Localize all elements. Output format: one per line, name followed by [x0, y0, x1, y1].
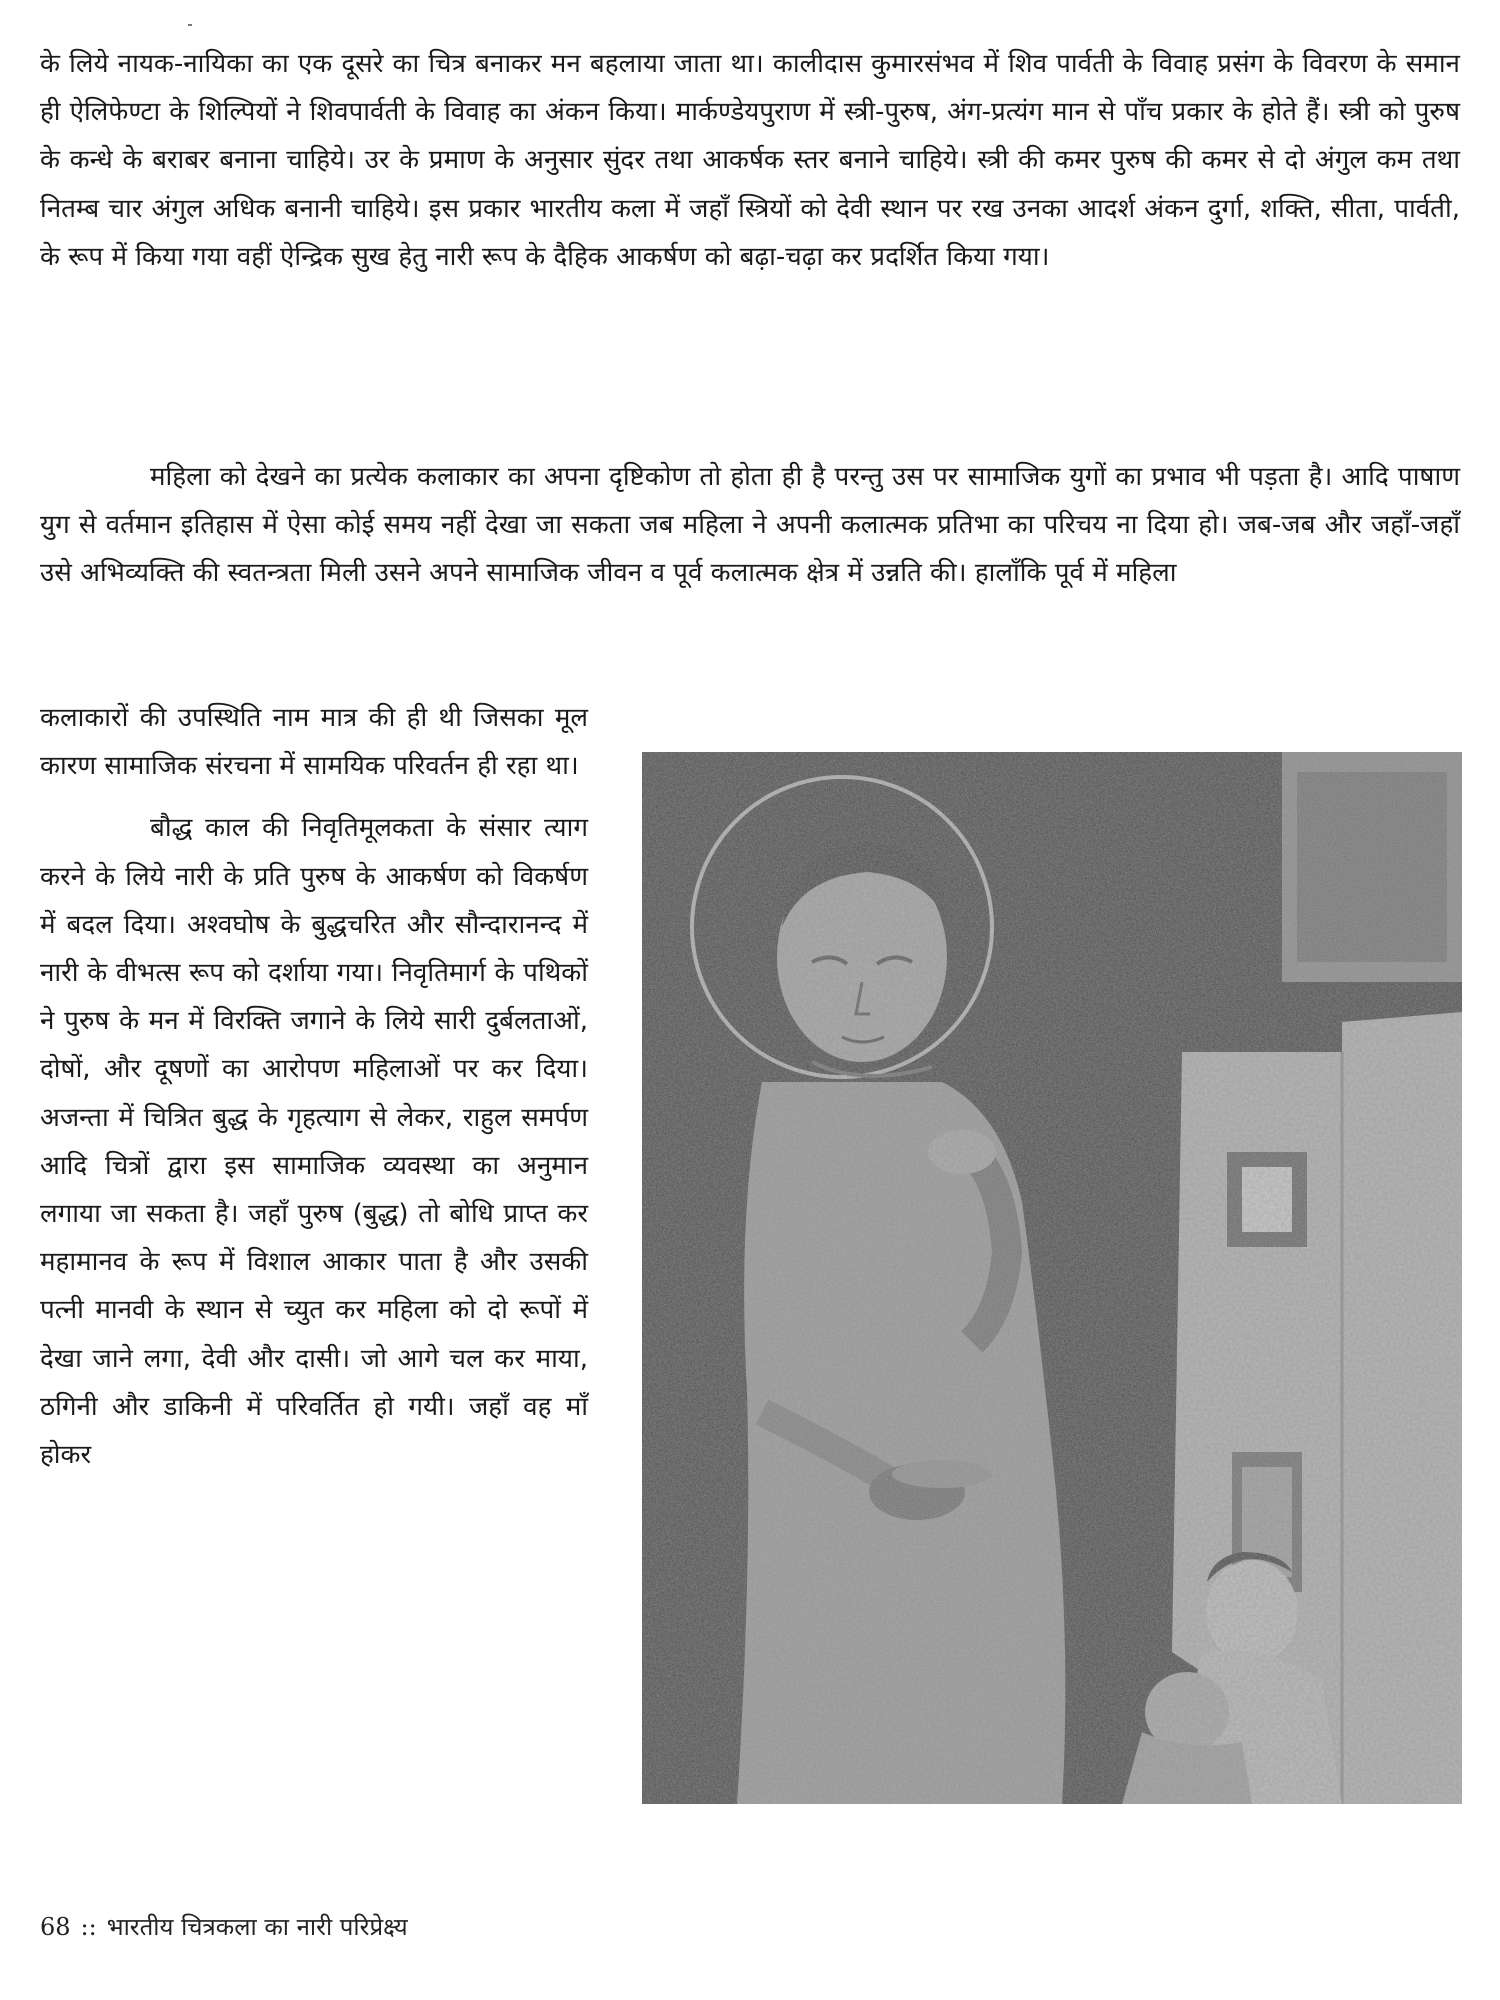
footer-separator: :: — [80, 1913, 97, 1941]
page-number: 68 — [40, 1913, 71, 1941]
paragraph-1: के लिये नायक-नायिका का एक दूसरे का चित्र बनाकर मन बहलाया जाता था। कालीदास कुमारसंभव में शिव पार्वती के विवाह प्रसंग के विवरण के समान ही ऐलिफेण्टा के शिल्पियों ने शिवपार्वती के विवाह का अंकन किया। मार्कण्डेयपुराण में स्त्री-पुरुष, अंग-प्रत्यंग मान से पाँच प्रकार के होते हैं। स्त्री को पुरुष के कन्धे के बराबर बनाना चाहिये। उर के प्रमाण के अनुसार सुंदर तथा आकर्षक स्तर बनाने चाहिये। स्त्री की कमर पुरुष की कमर से दो अंगुल कम तथा नितम्ब चार अंगुल अधिक बनानी चाहिये। इस प्रकार भारतीय कला में जहाँ स्त्रियों को देवी स्थान पर रख उनका आदर्श अंकन दुर्गा, शक्ति, सीता, पार्वती, के रूप में किया गया वहीं ऐन्द्रिक सुख हेतु नारी रूप के दैहिक आकर्षण को बढ़ा-चढ़ा कर प्रदर्शित किया गया। — [40, 49, 1460, 272]
ajanta-mural-photo — [642, 752, 1462, 1804]
scan-mark — [188, 24, 192, 26]
page-footer — [40, 1910, 408, 1943]
mural-illustration — [642, 752, 1462, 1804]
book-title: भारतीय चित्रकला का नारी परिप्रेक्ष्य — [106, 1913, 408, 1941]
text-column-left — [40, 694, 588, 1493]
paragraph-2-continued: कलाकारों की उपस्थिति नाम मात्र की ही थी जिसका मूल कारण सामाजिक संरचना में सामयिक परिवर्तन ही रहा था। — [40, 703, 588, 782]
paragraph-3: बौद्ध काल की निवृतिमूलकता के संसार त्याग करने के लिये नारी के प्रति पुरुष के आकर्षण को विकर्षण में बदल दिया। अश्वघोष के बुद्धचरित और सौन्दारानन्द में नारी के वीभत्स रूप को दर्शाया गया। निवृतिमार्ग के पथिकों ने पुरुष के मन में विरक्ति जगाने के लिये सारी दुर्बलताओं, दोषों, और दूषणों का आरोपण महिलाओं पर कर दिया। अजन्ता में चित्रित बुद्ध के गृहत्याग से लेकर, राहुल समर्पण आदि चित्रों द्वारा इस सामाजिक व्यवस्था का अनुमान लगाया जा सकता है। जहाँ पुरुष (बुद्ध) तो बोधि प्राप्त कर महामानव के रूप में विशाल आकार पाता है और उसकी पत्नी मानवी के स्थान से च्युत कर महिला को दो रूपों में देखा जाने लगा, देवी और दासी। जो आगे चल कर माया, ठगिनी और डाकिनी में परिवर्तित हो गयी। जहाँ वह माँ होकर — [40, 813, 588, 1471]
paragraph-2: महिला को देखने का प्रत्येक कलाकार का अपना दृष्टिकोण तो होता ही है परन्तु उस पर सामाजिक युगों का प्रभाव भी पड़ता है। आदि पाषाण युग से वर्तमान इतिहास में ऐसा कोई समय नहीं देखा जा सकता जब महिला ने अपनी कलात्मक प्रतिभा का परिचय ना दिया हो। जब-जब और जहाँ-जहाँ उसे अभिव्यक्ति की स्वतन्त्रता मिली उसने अपने सामाजिक जीवन व पूर्व कलात्मक क्षेत्र में उन्नति की। हालाँकि पूर्व में महिला — [40, 462, 1460, 589]
